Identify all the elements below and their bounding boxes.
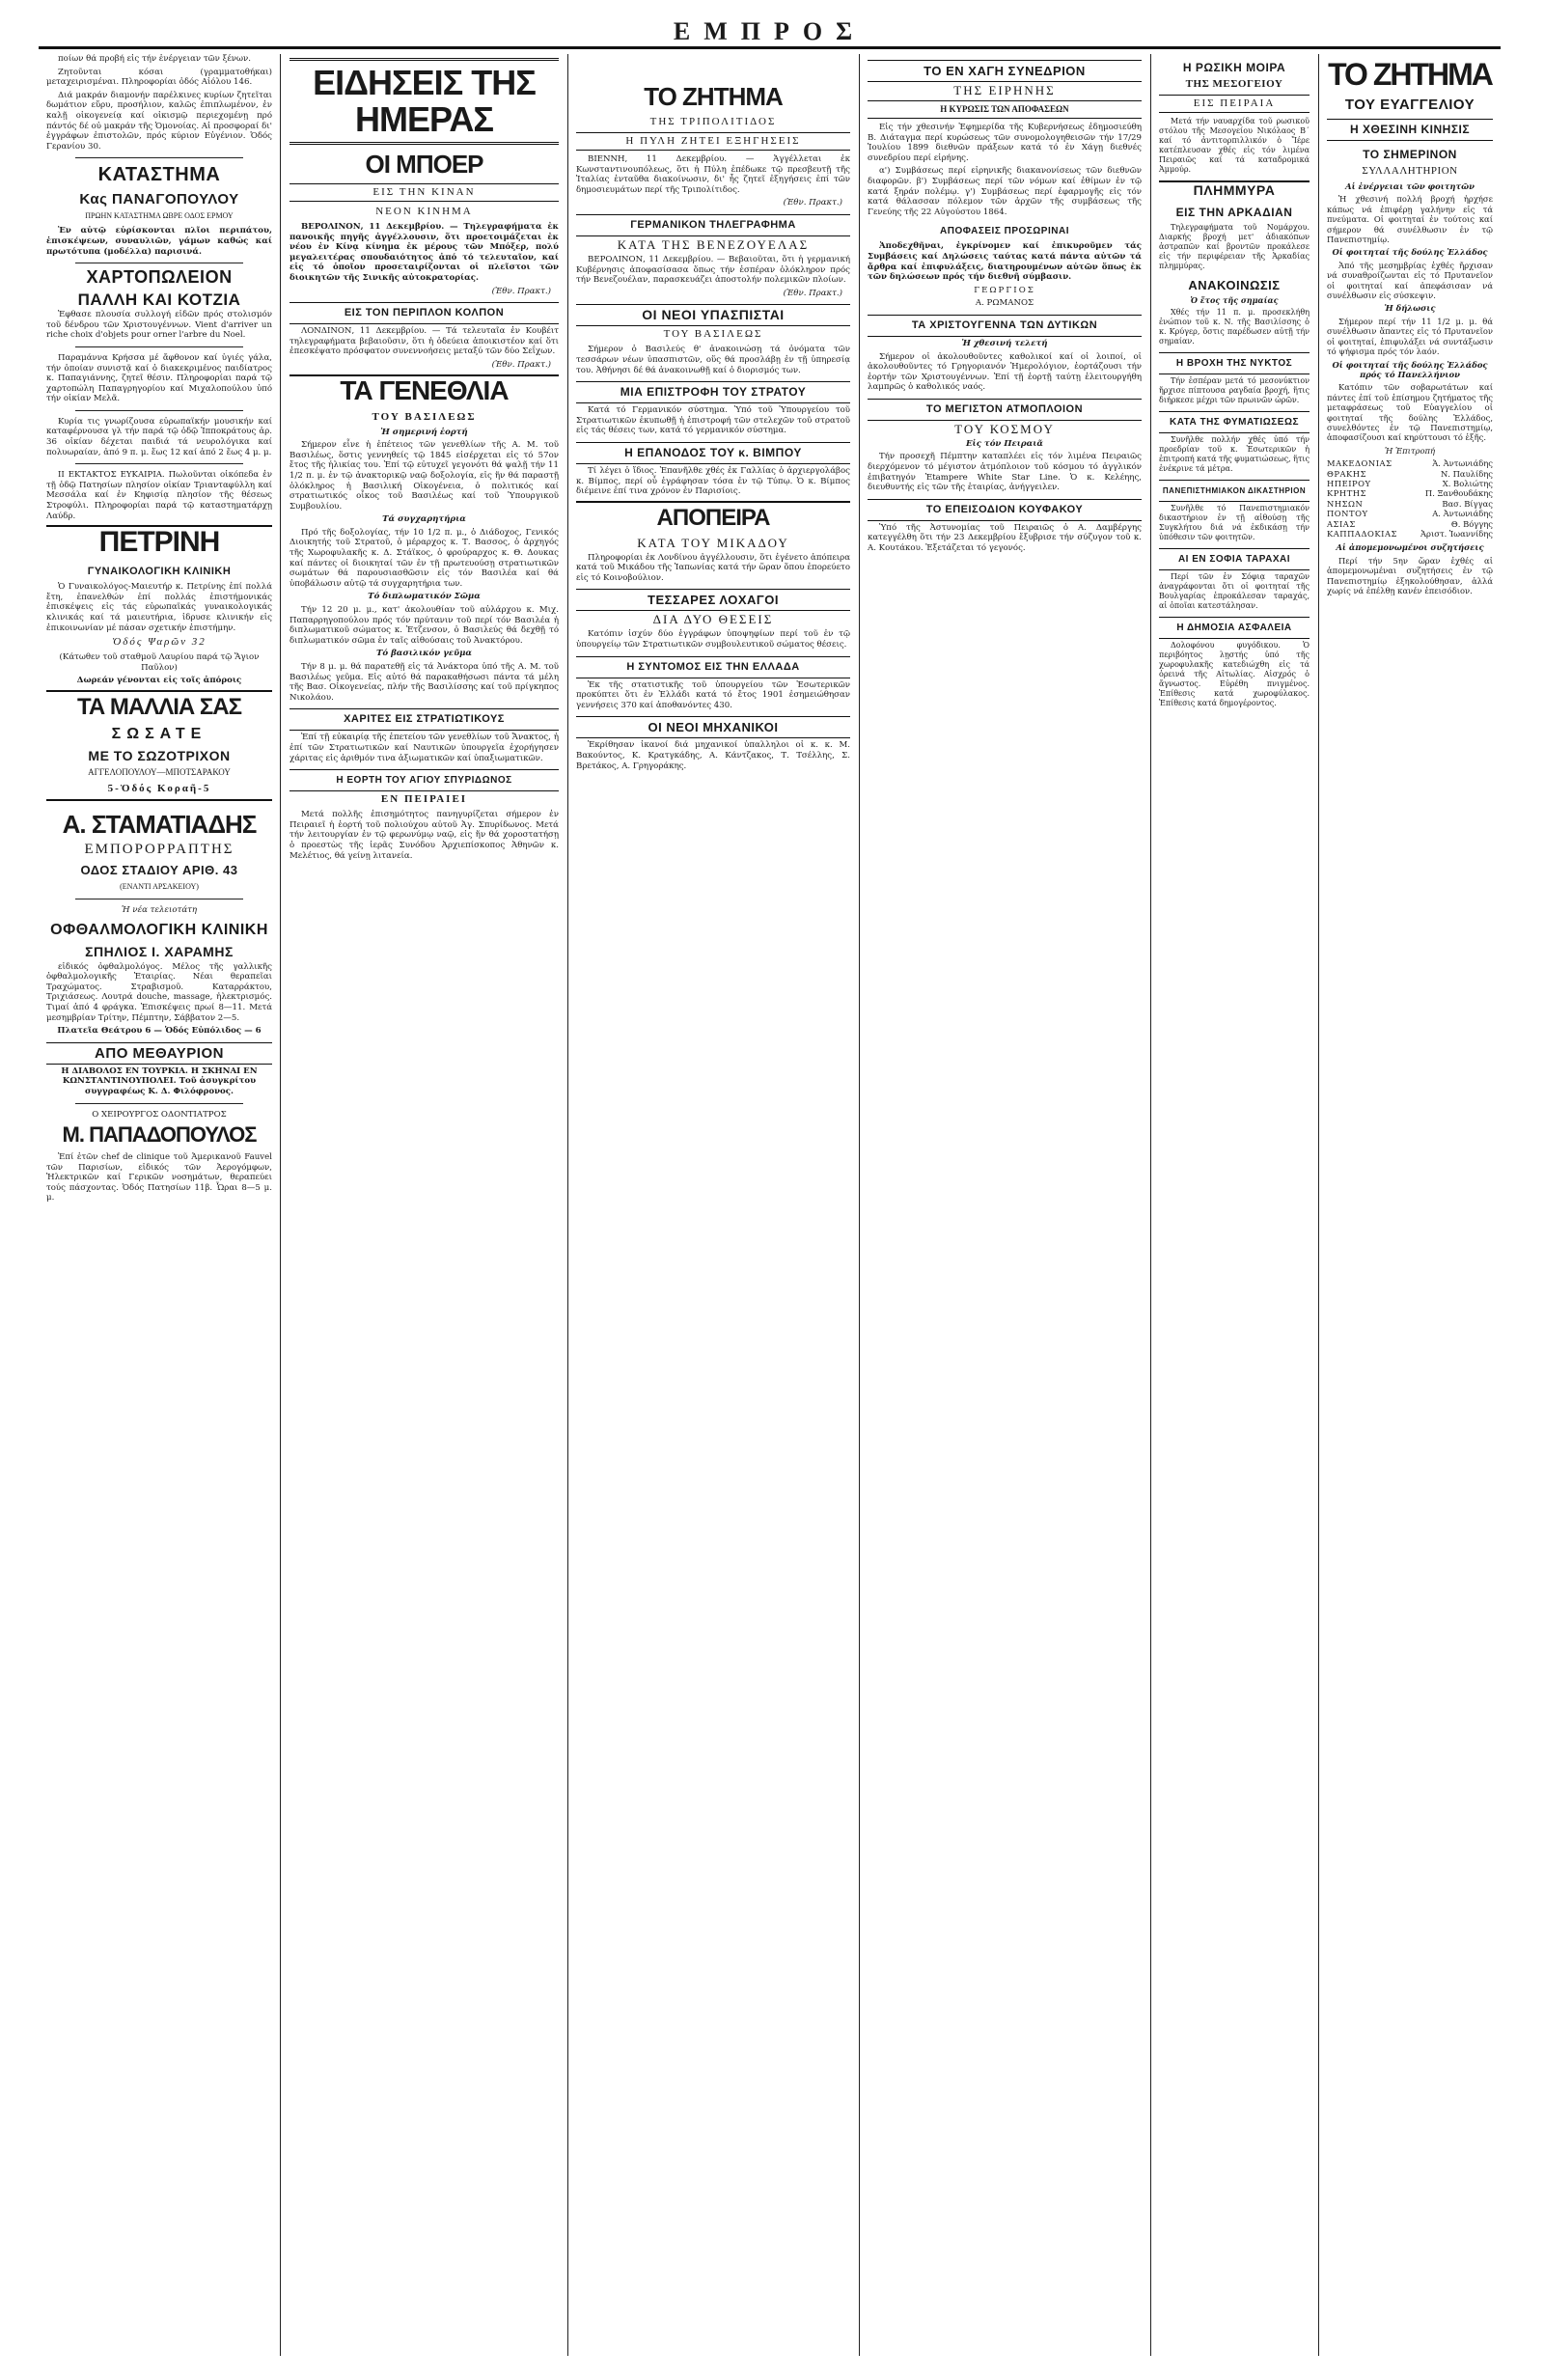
article-zitima-p4: Κατόπιν τῶν σοβαρωτάτων καί πάντες ἐπί τοῦ ἐπίσημου ζητήματος τῆς μεταφράσεως τοῦ Εὐαγγελίου οἱ φοιτηταί τῆς δούλης Ἑλλάδος, συνελθόντες ἐν τῷ Πανεπιστημίῳ, ἀποφασίζουσι καί κηρύττουσι τό ἑξῆς.: [1327, 382, 1493, 443]
ad-ofth-name: ΣΠΗΛΙΟΣ Ι. ΧΑΡΑΜΗΣ: [85, 943, 234, 959]
article-xristougenna-heading: ΤΑ ΧΡΙΣΤΟΥΓΕΝΝΑ ΤΩΝ ΔΥΤΙΚΩΝ: [868, 315, 1142, 337]
article-genethlia-subhead3: Τό διπλωματικόν Σῶμα: [368, 592, 481, 602]
article-moira-heading: Η ΡΩΣΙΚΗ ΜΟΙΡΑ: [1182, 61, 1286, 74]
column-three: [568, 54, 858, 2356]
committee-row: [1327, 488, 1493, 498]
article-eorti-text: Μετά πολλῆς ἐπισημότητος πανηγυρίζεται σήμερον ἐν Πειραιεῖ ἡ ἑορτή τοῦ πολιούχου αὐτοῦ Ἁγ. Σπυρίδωνος. Μετά τήν λειτουργίαν ἐν τῷ φερωνύμῳ ναῷ, εἰς ἥν θά χοροστατήσῃ ὁ προεστὼς τῆς ἱερᾶς Συνόδου Ἀρχιεπίσκοπος Ἀθηνῶν κ. Μελέτιος, θά γείνῃ λιτανεία.: [290, 810, 559, 861]
article-apopeira-heading: ΑΠΟΠΕΙΡΑ: [576, 501, 850, 531]
article-xristougenna-sub: Ἡ χθεσινή τελετή: [961, 338, 1048, 348]
article-german-source: (Ἐθν. Πρακτ.): [783, 288, 842, 298]
article-bimpou-heading: Η ΕΠΑΝΟΔΟΣ ΤΟΥ κ. ΒΙΜΠΟΥ: [576, 442, 850, 464]
article-zitima-subhead5: Αἱ ἀπομεμονωμένοι συζητήσεις: [1336, 542, 1484, 553]
article-mixanikoi-text: Ἐκρίθησαν ἱκανοί διά μηχανικοί ὑπαλληλοι οἱ κ. κ. Μ. Βακούντος, Κ. Κρατγκάδης, Α. Κάντζακος, Τ. Τσέλλης, Σ. Βρετάκος, Α. Γρηγοράκης.: [576, 740, 850, 771]
article-genethlia-p2: Πρό τῆς δοξολογίας, τήν 10 1/2 π. μ., ὁ Διάδοχος, Γενικός Διοικητής τοῦ Στρατοῦ, ὁ μέραρχος κ. Τ. Βασσος, ὁ ἀρχηγός τῆς Χωροφυλακῆς κ. Δ. Στάϊκος, ὁ φρούραρχος κ. Θ. Δουκας καί πάντες οἱ διοικηταί τῶν ἐν τῇ πρωτευούσῃ στρατιωτικῶν σωμάτων θά παρουσιασθῶσιν εἰς τόν Βασιλέα καί θά ὑποβάλωσιν αὐτῷ τά συγχαρητήρια των.: [290, 527, 559, 589]
article-moira-sub2: ΕΙΣ ΠΕΙΡΑΙΑ: [1159, 95, 1310, 113]
article-anakoin-heading: ΑΝΑΚΟΙΝΩΣΙΣ: [1188, 278, 1281, 292]
article-german-text: ΒΕΡΟΛΙΝΟΝ, 11 Δεκεμβρίου. — Βεβαιοῦται, ὅτι ἡ γερμανική Κυβέρνησις ἀποφασίσασα ὅπως τήν ἐσπέραν ὁλόκληρον πρός τήν Βενεζουέλαν, παρασκευάζει ἀποστολήν πολεμικῶν πλοίων.: [576, 254, 850, 286]
article-kinan-text: ΒΙΕΝΝΗ, 11 Δεκεμβρίου. — Ἀγγέλλεται ἐκ Κωνσταντινουπόλεως, ὅτι ἡ Πύλη ἐπέδωκε τῷ πρεσβευτῇ τῆς Ἰταλίας ἐνταῦθα διακοίνωσιν, δι' ἧς ζητεῖ ἐξηγήσεις ἐπί τῶν δημοσιευμάτων περί τῆς Τριπολίτιδος.: [576, 154, 850, 195]
committee-member: Θ. Βόγγης: [1450, 518, 1493, 529]
ad-katastima-name: Κας ΠΑΝΑΓΟΠΟΥΛΟΥ: [79, 191, 239, 208]
article-siderodromos-text: Ἐκ τῆς στατιστικῆς τοῦ ὑπουργείου τῶν Ἐσωτερικῶν προκύπτει ὅτι ἐν Ἑλλάδι κατά τό ἔτος 1901 ἐσημειώθησαν γεννήσεις 370 καί ἀποθανόντες 430.: [576, 679, 850, 710]
ad-dentist-heading: Μ. ΠΑΠΑΔΟΠΟΥΛΟΣ: [62, 1122, 257, 1148]
committee-member: Χ. Βολιώτης: [1442, 478, 1493, 488]
article-siderodromos-heading: Η ΣΥΝΤΟΜΟΣ ΕΙΣ ΤΗΝ ΕΛΛΑΔΑ: [576, 656, 850, 678]
article-eorti-heading: Η ΕΟΡΤΗ ΤΟΥ ΑΓΙΟΥ ΣΠΥΡΙΔΩΝΟΣ: [290, 769, 559, 791]
article-zitima-sub3: ΤΟ ΣΗΜΕΡΙΝΟΝ: [1363, 148, 1457, 161]
article-eorti-sub: ΕΝ ΠΕΙΡΑΙΕΙ: [380, 793, 468, 806]
article-epistrofi-text: Κατά τό Γερμανικόν σύστημα. Ὑπό τοῦ Ὑπουργείου τοῦ Στρατιωτικῶν ἐκυπωθῇ ἡ ἐπιστροφή τῶν στελεχῶν τοῦ στρατοῦ εἰς τάς θέσεις των, κατά τό γερμανικόν σύστημα.: [576, 405, 850, 436]
article-xagi-heading: ΤΟ ΕΝ ΧΑΓΗ ΣΥΝΕΔΡΙΟΝ: [868, 60, 1142, 82]
masthead: [39, 17, 1501, 49]
article-loxagoi-sub: ΔΙΑ ΔΥΟ ΘΕΣΕΙΣ: [652, 612, 774, 627]
article-zitima-p1: Ἡ χθεσινή πολλή βροχή ἠρχήσε κάπως νά ἐπιφέρῃ γαλήνην εἰς τά πνεύματα. Οἱ φοιτηταί ἐν τούτοις καί σήμερον θά συνέλθωσιν ἐν τῷ Πανεπιστημίῳ.: [1327, 194, 1493, 245]
article-ypaspistai-heading: ΟΙ ΝΕΟΙ ΥΠΑΣΠΙΣΤΑΙ: [576, 304, 850, 326]
committee-row: [1327, 469, 1493, 479]
committee-region: ΗΠΕΙΡΟΥ: [1327, 478, 1371, 488]
article-xagi-sub2: Η ΚΥΡΩΣΙΣ ΤΩΝ ΑΠΟΦΑΣΕΩΝ: [868, 100, 1142, 119]
article-asfaleia-text: Δολοφόνου φυγόδικου. Ὁ περιβόητος λῃστής ὑπό τῆς χωροφυλακῆς κατεδιώχθη εἰς τά ὀρεινά τῆς Αἰτωλίας. Αἰσχρός ὁ ἄγνωστος. Εὑρέθη πνιγμένος. Ἐπίθεσις κατά χωροφύλακος. Ἐπίθεσις κατά δημογέροντος.: [1159, 641, 1310, 707]
article-genethlia-sub: ΤΟΥ ΒΑΣΙΛΕΩΣ: [372, 410, 477, 423]
article-signature-name2: Α. ΡΩΜΑΝΟΣ: [975, 298, 1034, 309]
article-genethlia-heading: ΤΑ ΓΕΝΕΘΛΙΑ: [290, 374, 559, 405]
divider: [75, 463, 243, 464]
ad-stamat-note: (ΕΝΑΝΤΙ ΑΡΣΑΚΕΙΟΥ): [120, 881, 199, 891]
column-ads: [39, 54, 280, 2356]
column-four-b: [1151, 54, 1317, 2356]
article-xagi-p2: α') Συμβάσεως περί εἰρηνικῆς διακανονίσεως τῶν διεθνῶν διαφορῶν. β') Συμβάσεως περί τῶν νόμων καί ἐθίμων ἐν τῷ κατά ξηράν πολέμῳ. γ') Συμβάσεως περί ἐφαρμογῆς εἰς τόν κατά θάλασσαν πόλεμον τῶν ἀρχῶν τῆς συμβάσεως τῆς Γενεύης τῆς 22 Αὐγούστου 1864.: [868, 166, 1142, 217]
article-mixanikoi-heading: ΟΙ ΝΕΟΙ ΜΗΧΑΝΙΚΟΙ: [576, 716, 850, 738]
article-fym-text: Συνῆλθε πολλήν χθές ὑπό τήν προεδρίαν τοῦ κ. Ἐσωτερικῶν ἡ ἐπιτροπή κατά τῆς φυματιώσεως, ἥτις ἐνέκρινε τά μέτρα.: [1159, 435, 1310, 473]
ad-ofth-address: Πλατεῖα Θεάτρου 6 — Ὁδός Εὐπόλιδος — 6: [57, 1026, 262, 1037]
article-xristougenna-text: Σήμερον οἱ ἀκολουθοῦντες καθολικοί καί οἱ λοιποί, οἱ ἀκολουθοῦντες τό Γρηγοριανόν Ἡμερολόγιον, ἑορτάζουσι τήν ἑορτήν τῶν Χριστουγέννων. Ἐπί τῇ ἑορτῇ ταύτῃ ἐλειτουργήθη λαμπρῶς ὁ καθολικός ναός.: [868, 351, 1142, 393]
column-rule: [280, 54, 281, 2356]
committee-member: Ἀριστ. Ἰωαννίδης: [1420, 529, 1493, 539]
ad-mallia-heading: ΤΑ ΜΑΛΛΙΑ ΣΑΣ: [46, 690, 272, 720]
ad-dentist-pre: Ο ΧΕΙΡΟΥΡΓΟΣ ΟΔΟΝΤΙΑΤΡΟΣ: [92, 1109, 227, 1120]
ad-ofth-heading: ΟΦΘΑΛΜΟΛΟΓΙΚΗ ΚΛΙΝΙΚΗ: [50, 921, 268, 938]
ad-ofth-text: εἰδικός ὀφθαλμολόγος. Μέλος τῆς γαλλικῆς ὀφθαλμολογικῆς Ἑταιρίας. Νέαι θεραπεῖαι Τραχώματος. Στραβισμοῦ. Καταρράκτου, Τριχιάσεως. Λουτρά douche, massage, ἠλεκτρισμός. Τιμαί ἀπό 4 φράγκα. Ἐπισκέψεις πρωί 8—11. Μετά μεσημβρίαν Τρίτην, Πέμπτην, Σάββατον 2—5.: [46, 961, 272, 1023]
article-genethlia-subhead4: Τό βασιλικόν γεῦμα: [375, 649, 472, 659]
ad-ofth-pre: Ἡ νέα τελειοτάτη: [121, 904, 198, 915]
article-boer-source: (Ἐθν. Πρακτ.): [491, 286, 551, 296]
newspaper-title: ΕΜΠΡΟΣ: [673, 17, 867, 45]
article-fym-heading: ΚΑΤΑ ΤΗΣ ΦΥΜΑΤΙΩΣΕΩΣ: [1159, 411, 1310, 433]
ad-katastima-text: Ἐν αὐτῷ εὑρίσκονται πλῖοι περιπάτου, ἐπισκέψεων, συναυλιῶν, γάμων καθώς καί πρωτότυπα (μοδέλλα) παρισινά.: [46, 226, 272, 257]
article-xaritez-text: Ἐπί τῇ εὐκαιρίᾳ τῆς ἐπετείου τῶν γενεθλίων τοῦ Ἄνακτος, ἡ ἐπί τῶν Στρατιωτικῶν καί Ναυτικῶν ὑπουργεῖα ἐχορήγησεν χάριτας εἰς ἀριθμόν τινα ἀξιωματικῶν καί ὑπαξιωματικῶν.: [290, 733, 559, 763]
committee-list: [1327, 458, 1493, 539]
article-moira-sub: ΤΗΣ ΜΕΣΟΓΕΙΟΥ: [1185, 78, 1283, 90]
committee-member: Βασ. Βίγγας: [1442, 498, 1493, 509]
committee-region: ΜΑΚΕΔΟΝΙΑΣ: [1327, 458, 1392, 469]
article-zitima-sub2: Η ΧΘΕΣΙΝΗ ΚΙΝΗΣΙΣ: [1327, 119, 1493, 141]
ad-mallia-shop: ΑΓΓΕΛΟΠΟΥΛΟΥ—ΜΠΟΤΣΑΡΑΚΟΥ: [88, 766, 231, 777]
committee-row: [1327, 479, 1493, 488]
article-ypaspistai-sub: ΤΟΥ ΒΑΣΙΛΕΩΣ: [663, 328, 763, 341]
article-xagi-text: Εἰς τήν χθεσινήν Ἐφημερίδα τῆς Κυβερνήσεως ἐδημοσιεύθη Β. Διάταγμα περί κυρώσεως τῶν συνομολογηθεισῶν τήν 17/29 Ἰουλίου 1899 διεθνῶν πράξεων κατά τό ἐν Χάγῃ διεθνές συνεδρίου περί εἰρήνης.: [868, 123, 1142, 163]
article-zitima-subhead1: Αἱ ἐνέργειαι τῶν φοιτητῶν: [1345, 181, 1475, 191]
ad-mallia-address: 5-Ὁδός Κοραῆ-5: [107, 782, 211, 794]
ad-meouryon-heading: ΑΠΟ ΜΕΘΑΥΡΙΟΝ: [46, 1042, 272, 1065]
article-plimmyra-heading: ΠΛΗΜΜΥΡΑ: [1159, 180, 1310, 199]
article-genethlia-p1: Σήμερον εἶνε ἡ ἐπέτειος τῶν γενεθλίων τῆς Α. Μ. τοῦ Βασιλέως, ὅστις γεννηθείς τῷ 1845 εἰσέρχεται εἰς τό 57ον ἔτος τῆς ἡλικίας του. Ἐπί τῷ εὐτυχεῖ γεγονότι θά ψαλῇ τήν 11 1/2 π. μ. ἐν τῷ ἀνακτορικῷ ναῷ δοξολογία, εἰς ἥν θά παραστῇ ὁλόκληρος ἡ Βασιλική Οἰκογένεια, ὁ πολιτικός καί στρατιωτικός οἶκος τοῦ Βασιλέως καί τοῦ Ὑπουργικοῦ Συμβουλίου.: [290, 440, 559, 512]
article-plimmyra-sub: ΕΙΣ ΤΗΝ ΑΡΚΑΔΙΑΝ: [1175, 206, 1293, 219]
ad-petrini-sub: ΓΥΝΑΙΚΟΛΟΓΙΚΗ ΚΛΙΝΙΚΗ: [87, 566, 232, 578]
section-heading-news: ΕΙΔΗΣΕΙΣ ΤΗΣ ΗΜΕΡΑΣ: [290, 58, 559, 145]
article-megeth-text: Τήν προσεχῆ Πέμπτην καταπλέει εἰς τόν λιμένα Πειραιῶς διερχόμενον τό μέγιστον ἀτμόπλοιον τοῦ κόσμου τό ἀγγλικόν ἐπιβατηγόν Ἐtampere White Star Line. Ὁ κ. Κελέηης, διευθυντής εἰς τῶν τῆς ἑταιρίας, ἀνήγγειλεν.: [868, 452, 1142, 493]
ad-xartop-name: ΠΑΛΛΗ ΚΑΙ ΚΟΤΖΙΑ: [77, 291, 241, 310]
article-broxi-heading: Η ΒΡΟΧΗ ΤΗΣ ΝΥΚΤΟΣ: [1159, 352, 1310, 374]
committee-region: ΚΡΗΤΗΣ: [1327, 488, 1367, 499]
article-german-sub: ΚΑΤΑ ΤΗΣ ΒΕΝΕΖΟΥΕΛΑΣ: [617, 236, 810, 252]
ad-mallia-sub2: ΜΕ ΤΟ ΣΩΖΟΤΡΙΧΟΝ: [88, 747, 231, 763]
article-anakoin-sub: Ὁ ἔτος τῆς σημαίας: [1190, 295, 1279, 305]
committee-member: Ν. Παυλίδης: [1440, 468, 1493, 479]
article-plimmyra-text: Τηλεγραφήματα τοῦ Νομάρχου. Διαρκής βροχή μετ' ἀδιακόπων ἀστραπῶν καί βροντῶν προκάλεσε εἰς τήν περιφέρειαν τῆς Ἀρκαδίας πλημμύρας.: [1159, 223, 1310, 270]
article-zitima-p3: Σήμερον περί τήν 11 1/2 μ. μ. θά συνέλθωσιν ἅπαντες εἰς τό Πρυτανεῖον οἱ φοιτηταί, ἐπιφυλάξει νά συντάξωσιν τό ψήφισμα πρός τόν λαόν.: [1327, 316, 1493, 357]
ad-katastima-address: ΠΡΩΗΝ ΚΑΤΑΣΤΗΜΑ ΩΒΡΕ ΟΔΟΣ ΕΡΜΟΥ: [85, 211, 234, 221]
article-apopeira-sub: ΚΑΤΑ ΤΟΥ ΜΙΚΑΔΟΥ: [637, 535, 789, 550]
article-zitima-p5: Περί τήν 5ην ὥραν ἐχθές αἱ ἀπομεμονωμέναι συζητήσεις ἐν τῷ Πανεπιστημίῳ ἐξηκολούθησαν, ἀλλά χωρίς νά ἐπέλθῃ κανέν ἐπεισόδιον.: [1327, 555, 1493, 596]
article-boer-sub: ΕΙΣ ΤΗΝ ΚΙΝΑΝ: [290, 183, 559, 202]
article-zitima-p2: Ἀπό τῆς μεσημβρίας ἐχθές ἤρχισαν νά συναθροίζωνται εἰς τό Πρυτανεῖον οἱ φοιτηταί καί ἀπεφάσισαν νά συνέλθωσιν εἰς σύσκεψιν.: [1327, 260, 1493, 301]
committee-row: [1327, 529, 1493, 539]
ad-kosai: Ζητοῦνται κόσαι (γραμματοθήκαι) μεταχειρισμέναι. Πληροφορίαι ὁδός Αἰόλου 146.: [46, 67, 272, 88]
article-boer-heading: ΟΙ ΜΠΟΕΡ: [365, 150, 483, 179]
article-boer-text: ΒΕΡΟΛΙΝΟΝ, 11 Δεκεμβρίου. — Τηλεγραφήματα ἐκ πανοικῆς πηγῆς ἀγγέλλουσιν, ὅτι προετοιμάζεται ἐκ νέου ἐν Κίνᾳ κίνημα ἐκ μέρους τῶν Μπόξερ, πολύ μεγαλειτέρας σπουδαιότητος ἀπό τό τελευταῖον, καί εἰς τό ὁποῖον προσεταιρίζονται οἱ πλεῖστοι τῶν διοικητῶν τῆς Σινικῆς αὐτοκρατορίας.: [290, 222, 559, 283]
article-broxi-text: Τήν ἐσπέραν μετά τό μεσονύκτιον ἤρχισε πίπτουσα ραγδαία βροχή, ἥτις διήρκεσε μέχρι τῶν πρωινῶν ὡρῶν.: [1159, 376, 1310, 404]
ad-stamat-sub: ΕΜΠΟΡΟΡΡΑΠΤΗΣ: [84, 841, 234, 857]
ad-land: ΙΙ ΕΚΤΑΚΤΟΣ ΕΥΚΑΙΡΙΑ. Πωλοῦνται οἰκόπεδα ἐν τῇ ὁδῷ Πατησίων πλησίον οἰκίαν Τριανταφύλλη καί Μεσσάλα καί ἐν Κηφισίᾳ πλησίον τῆς θέσεως Στροφύλι. Πληροφορίαι παρά τῷ καταστηματάρχῃ Λαύδρ.: [46, 470, 272, 521]
ad-petrini-text: Ὁ Γυναικολόγος-Μαιευτήρ κ. Πετρίνης ἐπί πολλά ἔτη, ἐπανελθών ἐπί πολλάς ἐπιστήμονικάς ἐπισκέψεις εἰς τάς εὐρωπαϊκάς γυναικολογικάς κλινικάς καί τά μαιευτήρια, ἱδρυσε κλινικήν εἰς ἐπικοινωνίαν μέ πάσαν σχετικήν ἐπιστήμην.: [46, 582, 272, 633]
article-kinan-heading: ΤΟ ΖΗΤΗΜΑ: [644, 82, 783, 111]
ad-room: Διά μακράν διαμονήν παρέλκινες κυρίων ζητεῖται δωμάτιον εὔρυ, προσήλιον, καλῶς ἐπιπλωμένον, ἐν καλῇ οἰκογενείᾳ καί οἰκισμῷ περιεχομένῃ πρό πάντός δέ οὐ μακράν τῆς Ὁμονοίας. Αἱ προσφοραί δι' ἐγγράφων ἐπιστολῶν, πρός κύριον Εὐγένιον. Ὁδός Γερανίου 30.: [46, 90, 272, 152]
article-apofaseis-text: Ἀποδεχθῆναι, ἐγκρίνομεν καί ἐπικυροῦμεν τάς Συμβάσεις καί Δηλώσεις ταύτας κατά πάντα αὐτῶν τά ἄρθρα καί ἐπιφυλάξεις, διατηρουμένων αὐτῶν ὅπως ἐκ τῶν δηλώσεων πρός τήν διεθνῆ σύμβασιν.: [868, 241, 1142, 283]
divider: [75, 410, 243, 411]
article-asfaleia-heading: Η ΔΗΜΟΣΙΑ ΑΣΦΑΛΕΙΑ: [1159, 617, 1310, 639]
article-signature-name: ΓΕΩΡΓΙΟΣ: [974, 285, 1035, 295]
ad-dentist-text: Ἐπί ἐτῶν chef de clinique τοῦ Ἀμερικανοῦ Fauvel τῶν Παρισίων, εἰδικός τῶν Ἀερογόμφων, Ἠλεκτρικῶν καί Γερικῶν νοσημάτων, θεραπεύει τούς πάσχοντας. Ὁδός Πατησίων 11β. Ὧραι 8—5 μ. μ.: [46, 1152, 272, 1204]
article-kinan-source: (Ἐθν. Πρακτ.): [783, 198, 842, 208]
column-four: [860, 54, 1149, 2356]
ad-xartop-text: Ἐφθασε πλουσία συλλογή εἰδῶν πρός στολισμόν τοῦ δένδρου τῶν Χριστουγέννων. Vient d'arriver un riche choix d'objets pour orner l'arbre du Noel.: [46, 310, 272, 341]
ad-intro: ποίων θά προβή εἰς τήν ἐνέργειαν τῶν ξένων.: [58, 54, 251, 64]
ad-stamat-address: ΟΔΟΣ ΣΤΑΔΙΟΥ ΑΡΙΘ. 43: [80, 862, 238, 877]
committee-region: ΑΣΙΑΣ: [1327, 518, 1356, 529]
article-apopeira-text: Πληροφορίαι ἐκ Λονδίνου ἀγγέλλουσιν, ὅτι ἐγένετο ἀπόπειρα κατά τοῦ Μικάδου τῆς Ἰαπωνίας κατά τήν ὥραν ὅπου ἐπορεύετο εἰς τό Κοινοβούλιον.: [576, 552, 850, 583]
committee-row: [1327, 458, 1493, 468]
article-kouvo-text: Ὑπό τῆς Ἀστυνομίας τοῦ Πειραιῶς ὁ Α. Δαμβέργης κατεγγέλθη ὅτι τήν 23 Δεκεμβρίου ἔξυβρισε τήν σύζυγον τοῦ κ. Α. Κουτάκου. Ἐξετάζεται τό γεγονός.: [868, 522, 1142, 554]
committee-member: Π. Ξανθουδάκης: [1424, 488, 1493, 499]
article-xagi-sub: ΤΗΣ ΕΙΡΗΝΗΣ: [953, 83, 1056, 97]
ad-petrini-free: Δωρεάν γένονται εἰς τοῖς ἀπόροις: [76, 676, 242, 686]
ad-petrini-note: (Κάτωθεν τοῦ σταθμοῦ Λαυρίου παρά τῷ Ἅγιον Παῦλον): [59, 652, 260, 673]
article-committee-label: Ἡ Ἐπιτροπή: [1384, 445, 1436, 456]
ad-stamat-heading: Α. ΣΤΑΜΑΤΙΑΔΗΣ: [46, 799, 272, 838]
article-genethlia-subhead1: Ἡ σημερινή ἑορτή: [380, 427, 468, 437]
article-zitima-sub4: ΣΥΛΛΑΛΗΤΗΡΙΟΝ: [1362, 165, 1458, 177]
divider: [75, 346, 243, 347]
article-megeth-sub2: Εἰς τόν Πειραιᾶ: [965, 438, 1043, 449]
article-kolon-heading: ΕΙΣ ΤΟΝ ΠΕΡΙΠΛΟΝ ΚΟΛΠΟΝ: [290, 302, 559, 324]
article-sofia-text: Περί τῶν ἐν Σόφιᾳ ταραχῶν ἀναγράφονται ὅτι οἱ φοιτηταί τῆς Βουλγαρίας ἐπροκάλεσαν ταραχάς, αἱ ὁποῖαι κατεστάλησαν.: [1159, 572, 1310, 610]
article-loxagoi-text: Κατόπιν ἰσχύν δύο ἐγγράφων ὑποψηφίων περί τοῦ ἐν τῷ ὑπουργείῳ τῶν Στρατιωτικῶν συμβουλευτικοῦ σώματος θέσεις.: [576, 629, 850, 650]
article-anakoin-text: Χθές τήν 11 π. μ. προσεκλήθη ἐνώπιον τοῦ κ. Ν. τῆς Βασιλίσσης ὁ κ. Κρύγερ, ὅστις παρέδωσεν αὐτῇ τήν σημαίαν.: [1159, 308, 1310, 346]
article-german-heading: ΓΕΡΜΑΝΙΚΟΝ ΤΗΛΕΓΡΑΦΗΜΑ: [576, 214, 850, 236]
article-megeth-sub: ΤΟΥ ΚΟΣΜΟΥ: [954, 421, 1055, 436]
article-apofaseis-heading: ΑΠΟΦΑΣΕΙΣ ΠΡΟΣΩΡΙΝΑΙ: [940, 226, 1069, 237]
article-moira-text: Μετά τήν ναυαρχίδα τοῦ ρωσικοῦ στόλου τῆς Μεσογείου Νικόλαος Β΄ καί τό ἀντιτορπιλλικόν ὁ Ἴέρε κατέπλευσαν χθές εἰς τόν λιμένα Πειραιῶς καί τά καταδρομικά Ἀμμούρ.: [1159, 117, 1310, 174]
article-boer-sub2: ΝΕΟΝ ΚΙΝΗΜΑ: [375, 206, 473, 217]
article-bimpou-text: Τί λέγει ὁ ἴδιος. Ἐπανῆλθε χθές ἐκ Γαλλίας ὁ ἀρχιεργολάβος κ. Βίμπος, περί οὗ ἐγράφησαν τόσα ἐν τῷ Τύπῳ. Ὁ κ. Βίμπος διέμεινε ἐπί τινα χρόνον ἐν Παρισίοις.: [576, 465, 850, 497]
article-zitima-sub: ΤΟΥ ΕΥΑΓΓΕΛΙΟΥ: [1344, 97, 1475, 113]
article-zitima-subhead3: Ἡ δήλωσις: [1384, 303, 1436, 314]
committee-region: ΝΗΣΩΝ: [1327, 498, 1364, 509]
ad-katastima-heading: ΚΑΤΑΣΤΗΜΑ: [97, 164, 221, 186]
article-genethlia-subhead2: Τά συγχαρητήρια: [382, 514, 466, 525]
committee-member: Α. Ἀντωνιάδης: [1432, 509, 1493, 519]
ad-xartop-heading: ΧΑΡΤΟΠΩΛΕΙΟΝ: [86, 267, 233, 288]
committee-row: [1327, 509, 1493, 518]
article-ypaspistai-text: Σήμερον ὁ Βασιλεύς θ' ἀνακοινώσῃ τά ὀνόματα τῶν τεσσάρων νέων ὑπασπιστῶν, οὕς θά προσλάβῃ ἐν τῇ ὑπηρεσίᾳ του. Ἀθήνησι δέ θά ἀνακοινωθῇ καί ὁ διορισμός των.: [576, 345, 850, 375]
newspaper-columns: [39, 54, 1501, 2361]
article-megeth-heading: ΤΟ ΜΕΓΙΣΤΟΝ ΑΤΜΟΠΛΟΙΟΝ: [868, 399, 1142, 421]
committee-region: ΚΑΠΠΑΔΟΚΙΑΣ: [1327, 529, 1397, 539]
article-panepist-text: Συνῆλθε τό Πανεπιστημιακόν δικαστήριον ἐν τῇ αἰθούσῃ τῆς Συγκλήτου διά νά ἐκδικάσῃ τήν ὑπόθεσιν τῶν φοιτητῶν.: [1159, 504, 1310, 541]
ad-mallia-sub: ΣΩΣΑΤΕ: [111, 725, 207, 742]
article-panepist-heading: ΠΑΝΕΠΙΣΤΗΜΙΑΚΟΝ ΔΙΚΑΣΤΗΡΙΟΝ: [1159, 480, 1310, 502]
divider: [75, 157, 243, 158]
ad-petrini-address: Ὁδός Ψαρῶν 32: [112, 636, 207, 649]
divider: [75, 1103, 243, 1104]
article-zitima-subhead2: Οἱ φοιτηταί τῆς δούλης Ἑλλάδος: [1332, 247, 1488, 258]
article-kinan-sub2: Η ΠΥΛΗ ΖΗΤΕΙ ΕΞΗΓΗΣΕΙΣ: [576, 132, 850, 151]
article-loxagoi-heading: ΤΕΣΣΑΡΕΣ ΛΟΧΑΓΟΙ: [576, 589, 850, 611]
column-five: [1319, 54, 1501, 2356]
ad-petrini-heading: ΠΕΤΡΙΝΗ: [46, 525, 272, 558]
article-xaritez-heading: ΧΑΡΙΤΕΣ ΕΙΣ ΣΤΡΑΤΙΩΤΙΚΟΥΣ: [290, 708, 559, 731]
committee-region: ΠΟΝΤΟΥ: [1327, 509, 1368, 519]
article-kinan-sub: ΤΗΣ ΤΡΙΠΟΛΙΤΙΔΟΣ: [649, 116, 777, 127]
article-kolon-text: ΛΟΝΔΙΝΟΝ, 11 Δεκεμβρίου. — Τά τελευταῖα ἐν Κουβέιτ τηλεγραφήματα βεβαιοῦσιν, ὅτι ἡ ὁδεύεια ἀποικιστέον καί ὅτι ἐπεσκέψατο πρόσφατον συνεννοήσεις μεταξύ τῶν δύο Σεΐχων.: [290, 326, 559, 357]
article-genethlia-p4: Τήν 8 μ. μ. θά παρατεθῇ εἰς τά Ἀνάκτορα ὑπό τῆς Α. Μ. τοῦ Βασιλέως γεῦμα. Εἰς αὐτό θά παρακαθήσωσι πάντα τά μέλη τῆς Βασ. Οἰκογενείας, πλήν τῆς Βασιλίσσης καί τοῦ πρίγκηπος Νικολάου.: [290, 662, 559, 703]
committee-row: [1327, 519, 1493, 529]
article-epistrofi-heading: ΜΙΑ ΕΠΙΣΤΡΟΦΗ ΤΟΥ ΣΤΡΑΤΟΥ: [576, 381, 850, 403]
article-kouvo-heading: ΤΟ ΕΠΕΙΣΟΔΙΟΝ ΚΟΥΦΑΚΟΥ: [868, 499, 1142, 521]
article-genethlia-p3: Τήν 12 20 μ. μ., κατ' ἀκολουθίαν τοῦ αὐλάρχου κ. Μιχ. Παπαρρηγοπούλου πρός τόν πρύτανιν τοῦ περί τόν Βασιλέα ἡ διπλωματικοῦ σώματος κ. Ἐτζενσον, ὁ Βασιλεύς θά δεχθῇ τό διπλωματικόν σῶμα ἐν ταῖς αἰθούσαις τοῦ Ἀνακτόρου.: [290, 605, 559, 646]
article-zitima-subhead4: Οἱ φοιτηταί τῆς δούλης Ἑλλάδος πρός τό Πανελλήνιον: [1332, 359, 1488, 379]
committee-row: [1327, 499, 1493, 509]
ad-music: Κυρία τις γνωρίζουσα εὐρωπαϊκήν μουσικήν καί καταφέρνουσα γλ τήν παρά τῷ ὁδῷ Ἱπποκράτους ἀρ. 36 οἰκίαν δέχεται παιδιά τά νευρολόγικα καί πολυωραίαν, ἀπό 9 π. μ. ἕως 12 καί ἀπό 2 ἕως 4 μ. μ.: [46, 416, 272, 457]
committee-member: Ἀ. Ἀντωνιάδης: [1432, 458, 1493, 469]
article-sofia-heading: ΑΙ ΕΝ ΣΟΦΙΑ ΤΑΡΑΧΑΙ: [1159, 548, 1310, 570]
committee-region: ΘΡΑΚΗΣ: [1327, 468, 1367, 479]
column-news-of-day: [282, 54, 566, 2356]
article-zitima-heading: ΤΟ ΖΗΤΗΜΑ: [1328, 57, 1492, 92]
ad-meouryon-text: Η ΔΙΑΒΟΛΟΣ ΕΝ ΤΟΥΡΚΙΑ. Η ΣΚΗΝΑΙ ΕΝ ΚΩΝΣΤΑΝΤΙΝΟΥΠΟΛΕΙ. Τοῦ ἀσυγκρίτου συγγραφέως Κ. Δ. Φιλόφρονος.: [61, 1065, 258, 1096]
ad-nurse: Παραμάννα Κρήσσα μέ ἄφθονον καί ὑγιές γάλα, τήν ὁποίαν συνιστᾷ καί ὁ διακεκριμένος παιδίατρος κ. Παπαγιάννης, ζητεῖ θέσιν. Πληροφορίαι παρά τῷ χαρτοπώλη Παπαγρηγορίου καί Μιχαλοπούλου ὑπό τήν οἰκίαν Μελᾶ.: [46, 352, 272, 404]
article-kolon-source: (Ἐθν. Πρακτ.): [491, 359, 551, 370]
